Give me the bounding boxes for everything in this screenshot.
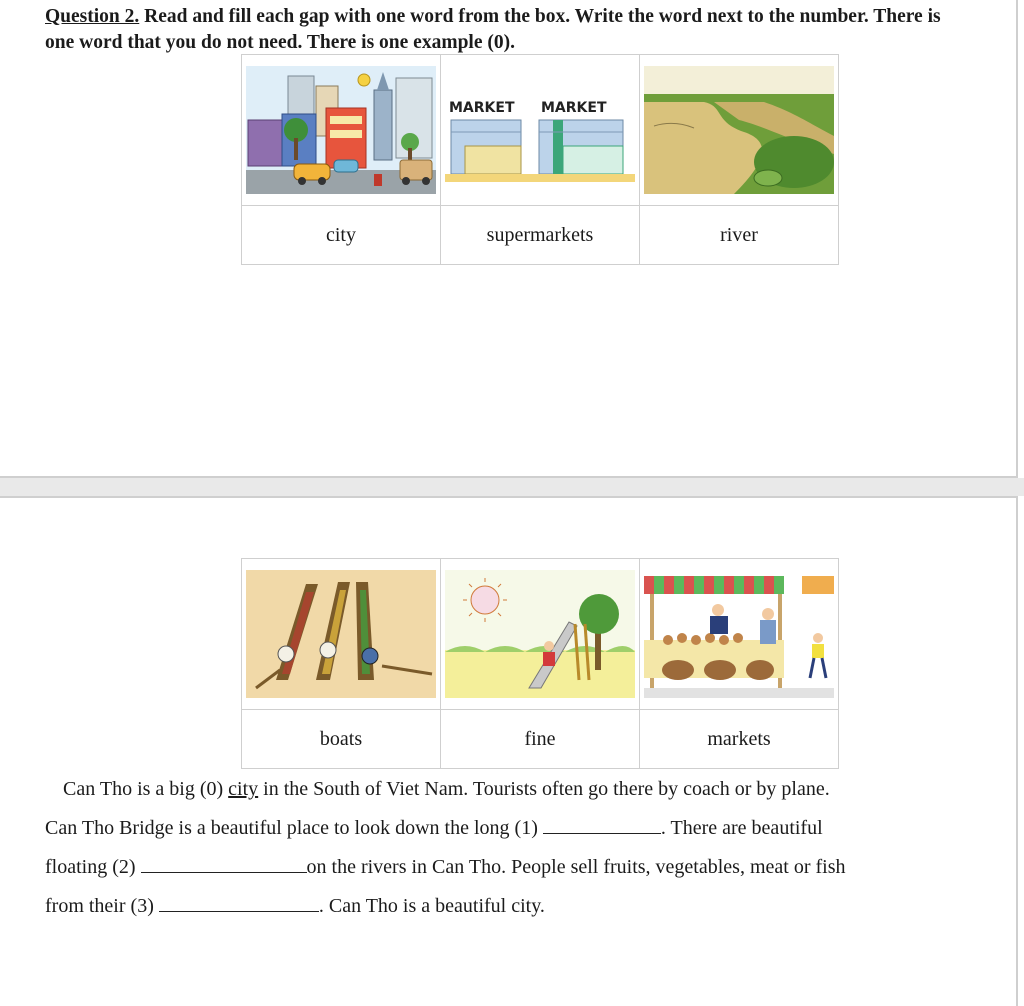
market-sign-right: MARKET xyxy=(541,100,607,116)
word-fine: fine xyxy=(441,710,640,769)
passage-text: Can Tho Bridge is a beautiful place to look down the long (1) xyxy=(45,817,543,839)
fine-weather-illustration xyxy=(445,570,635,698)
passage-text: . Can Tho is a beautiful city. xyxy=(318,895,545,917)
boats-illustration xyxy=(246,570,436,698)
picture-cell-supermarkets xyxy=(441,55,640,206)
passage-text: Can Tho is a big (0) xyxy=(63,778,229,800)
passage-line-1 xyxy=(45,770,965,809)
picture-cell-fine xyxy=(441,559,640,710)
word-markets: markets xyxy=(640,710,839,769)
instruction-text: Read and fill each gap with one word from the box. Write the word next to the number. There is one word that you do not need. There is one example (0). xyxy=(45,6,941,53)
word-city: city xyxy=(242,206,441,265)
passage-text: floating (2) xyxy=(45,856,141,878)
example-answer: city xyxy=(228,778,259,800)
river-illustration xyxy=(644,66,834,194)
gap-3-blank[interactable] xyxy=(159,893,319,912)
page-separator xyxy=(0,478,1024,496)
question-number: Question 2. xyxy=(45,6,140,27)
picture-cell-river xyxy=(640,55,839,206)
gap-1-blank[interactable] xyxy=(543,815,661,834)
market-sign-left: MARKET xyxy=(449,100,515,116)
picture-cell-boats xyxy=(242,559,441,710)
passage-text: on the rivers in Can Tho. People sell fruits, vegetables, meat or fish xyxy=(306,856,846,878)
passage-line-3 xyxy=(45,848,965,887)
picture-cell-markets xyxy=(640,559,839,710)
question-instruction xyxy=(45,4,965,56)
worksheet-page-1 xyxy=(0,0,1018,478)
picture-cell-city xyxy=(242,55,441,206)
reading-passage xyxy=(45,770,965,926)
city-illustration xyxy=(246,66,436,194)
passage-text: from their (3) xyxy=(45,895,159,917)
market-stall-illustration xyxy=(644,570,834,698)
passage-text: in the South of Viet Nam. Tourists often go there by coach or by plane. xyxy=(258,778,830,800)
word-box-bottom xyxy=(241,558,839,769)
word-supermarkets: supermarkets xyxy=(441,206,640,265)
passage-line-2 xyxy=(45,809,965,848)
passage-line-4 xyxy=(45,887,965,926)
gap-2-blank[interactable] xyxy=(141,854,307,873)
word-boats: boats xyxy=(242,710,441,769)
supermarkets-illustration xyxy=(445,66,635,194)
passage-text: . There are beautiful xyxy=(660,817,823,839)
word-river: river xyxy=(640,206,839,265)
word-box-top xyxy=(241,54,839,265)
